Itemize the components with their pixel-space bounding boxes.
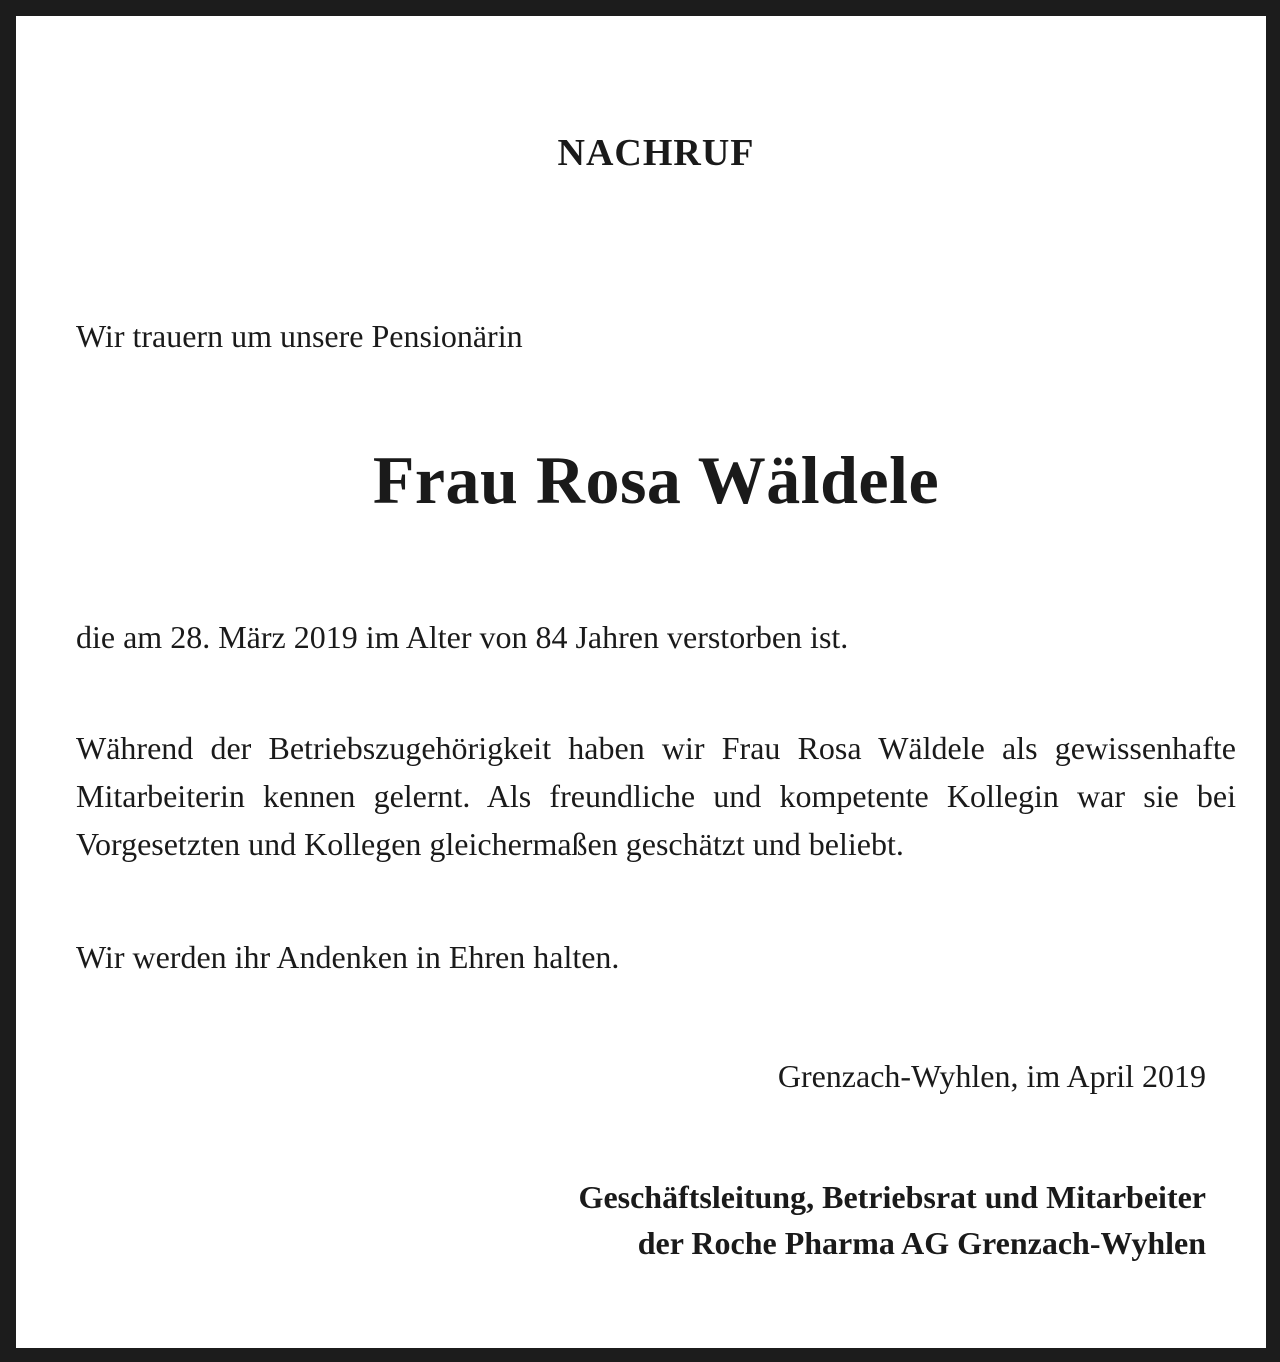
closing-line: Wir werden ihr Andenken in Ehren halten. [76, 939, 620, 975]
signature-block [579, 1174, 1206, 1266]
signature-line-2: der Roche Pharma AG Grenzach-Wyhlen [637, 1225, 1206, 1261]
intro-text: Wir trauern um unsere Pensionärin [76, 318, 523, 354]
signature-line-1: Geschäftsleitung, Betriebsrat und Mitarbeiter [578, 1179, 1206, 1215]
obituary-heading: NACHRUF [557, 132, 755, 174]
body-paragraph: Während der Betriebszugehörigkeit haben wir Frau Rosa Wäldele als gewissenhafte Mitarbeiterin kennen gelernt. Als freundliche und kompetente Kollegin war sie bei Vorgesetzten und Kollegen gleichermaßen geschätzt und beliebt. [76, 730, 1236, 862]
death-line: die am 28. März 2019 im Alter von 84 Jahren verstorben ist. [76, 619, 849, 655]
place-date: Grenzach-Wyhlen, im April 2019 [777, 1058, 1206, 1094]
deceased-name: Frau Rosa Wäldele [372, 442, 940, 518]
